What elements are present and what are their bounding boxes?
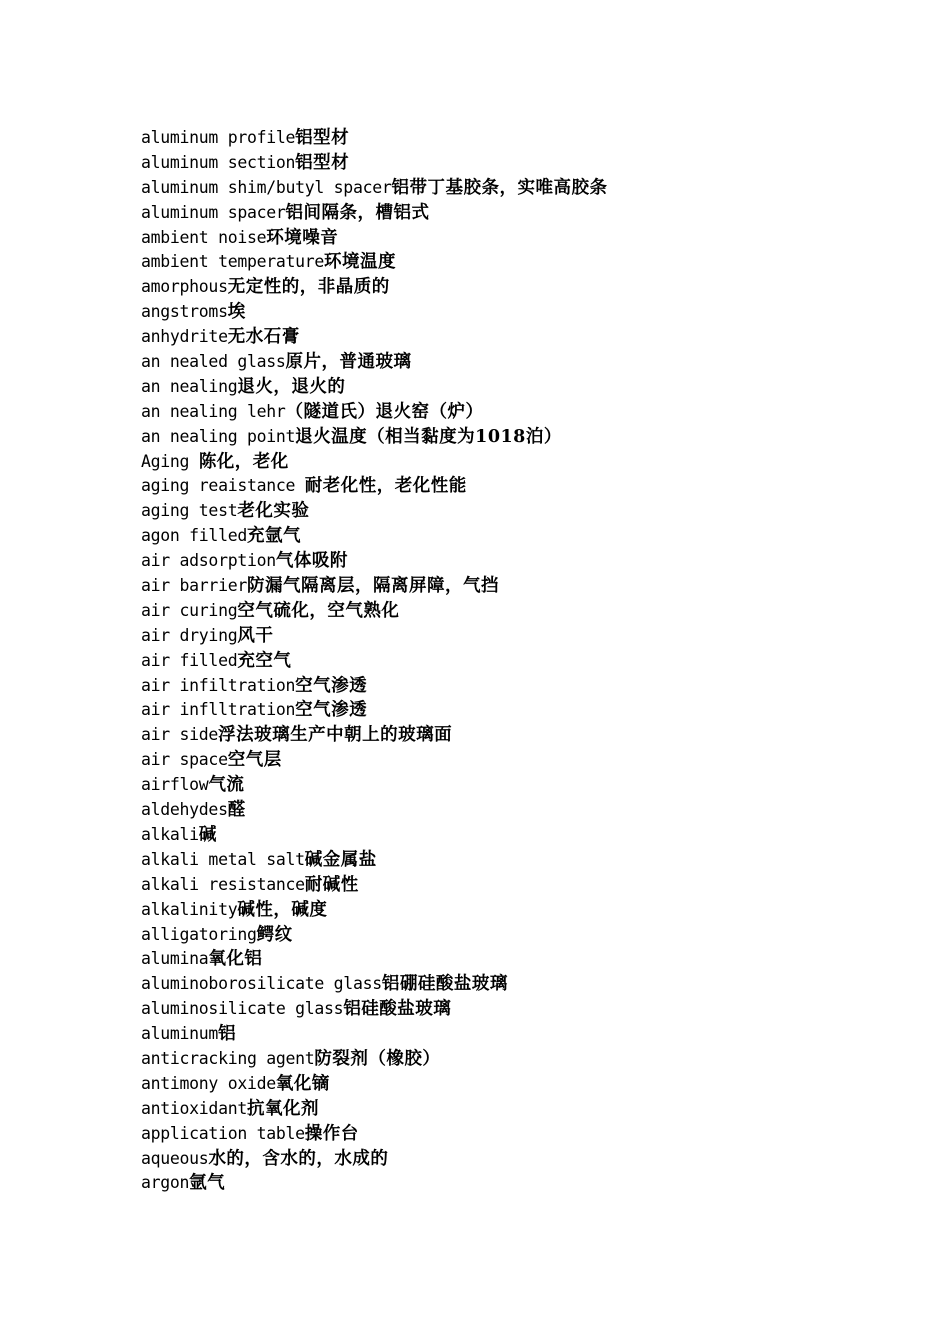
entry-term: aluminum shim/butyl spacer xyxy=(141,177,392,197)
entry-translation: 防漏气隔离层，隔离屏障，气挡 xyxy=(246,576,499,597)
glossary-entry xyxy=(141,1022,607,1047)
entry-term: alkali xyxy=(141,824,199,844)
entry-translation: 老化实验 xyxy=(237,501,310,522)
glossary-entry xyxy=(141,723,607,748)
glossary-entry xyxy=(141,1047,607,1072)
entry-translation: 原片，普通玻璃 xyxy=(285,352,412,373)
glossary-entry xyxy=(141,425,607,450)
entry-term: aluminum xyxy=(141,1024,219,1044)
glossary-entry xyxy=(141,748,607,773)
glossary-entry xyxy=(141,549,607,574)
entry-term: aluminum section xyxy=(141,152,296,172)
entry-translation: 风干 xyxy=(237,625,274,646)
entry-term: an nealing lehr xyxy=(141,401,286,421)
entry-term: air infiltration xyxy=(141,675,296,695)
entry-term: air filled xyxy=(141,650,238,670)
entry-term: an nealing xyxy=(141,376,238,396)
glossary-entry xyxy=(141,250,607,275)
entry-translation: 防裂剂（橡胶） xyxy=(314,1048,441,1069)
entry-term: aldehydes xyxy=(141,800,228,820)
glossary-entry xyxy=(141,499,607,524)
glossary-entry xyxy=(141,176,607,201)
entry-term: air side xyxy=(141,725,219,745)
glossary-entry xyxy=(141,649,607,674)
entry-term: aging test xyxy=(141,501,238,521)
entry-translation: 空气渗透 xyxy=(295,700,368,721)
entry-translation: 氩气 xyxy=(189,1173,226,1194)
entry-translation: 抗氧化剂 xyxy=(246,1098,319,1119)
glossary-entry xyxy=(141,997,607,1022)
glossary-entry xyxy=(141,947,607,972)
entry-translation: 气体吸附 xyxy=(275,551,348,572)
glossary-entry xyxy=(141,151,607,176)
glossary-entry xyxy=(141,798,607,823)
entry-translation: 空气层 xyxy=(227,750,282,771)
entry-translation: 碱 xyxy=(198,824,217,845)
entry-term: aging reaistance xyxy=(141,476,305,496)
glossary-entry xyxy=(141,674,607,699)
entry-term: antimony oxide xyxy=(141,1073,276,1093)
entry-term: Aging xyxy=(141,451,199,471)
glossary-entry xyxy=(141,1122,607,1147)
glossary-list xyxy=(141,126,607,1196)
entry-translation: 空气渗透 xyxy=(295,675,368,696)
entry-term: aluminum spacer xyxy=(141,202,286,222)
glossary-entry xyxy=(141,400,607,425)
entry-term: application table xyxy=(141,1123,305,1143)
entry-term: aluminum profile xyxy=(141,128,296,147)
entry-term: aluminosilicate glass xyxy=(141,999,344,1019)
entry-translation: 耐老化性，老化性能 xyxy=(304,476,467,497)
entry-term: air adsorption xyxy=(141,551,276,571)
entry-term: amorphous xyxy=(141,277,228,297)
entry-term: air inflltration xyxy=(141,700,296,720)
glossary-entry xyxy=(141,474,607,499)
entry-term: alumina xyxy=(141,949,209,969)
glossary-entry xyxy=(141,848,607,873)
glossary-entry xyxy=(141,624,607,649)
entry-term: alligatoring xyxy=(141,924,257,944)
entry-translation: 环境温度 xyxy=(324,252,397,273)
entry-translation: 陈化，老化 xyxy=(198,451,289,472)
entry-term: an nealing point xyxy=(141,426,296,446)
entry-term: argon xyxy=(141,1173,190,1193)
entry-term: airflow xyxy=(141,775,209,795)
entry-translation: 铝型材 xyxy=(295,152,350,173)
glossary-entry xyxy=(141,201,607,226)
entry-translation: 耐碱性 xyxy=(304,874,359,895)
glossary-entry xyxy=(141,923,607,948)
glossary-entry xyxy=(141,773,607,798)
glossary-entry xyxy=(141,972,607,997)
glossary-entry xyxy=(141,524,607,549)
entry-term: angstroms xyxy=(141,302,228,322)
entry-translation: 退火，退火的 xyxy=(237,376,346,397)
entry-term: anticracking agent xyxy=(141,1048,315,1068)
entry-translation: 铝型材 xyxy=(295,128,350,148)
glossary-entry xyxy=(141,1097,607,1122)
glossary-entry xyxy=(141,275,607,300)
entry-translation: 醛 xyxy=(227,800,246,821)
entry-translation: 气流 xyxy=(208,775,245,796)
entry-translation: 环境噪音 xyxy=(266,227,339,248)
entry-translation: 充空气 xyxy=(237,650,292,671)
entry-term: air barrier xyxy=(141,576,247,596)
entry-translation: 浮法玻璃生产中朝上的玻璃面 xyxy=(218,725,453,746)
entry-translation: 无水石膏 xyxy=(227,327,300,348)
entry-translation: 鳄纹 xyxy=(256,924,293,945)
entry-translation: 空气硫化，空气熟化 xyxy=(237,600,400,621)
entry-translation: 无定性的，非晶质的 xyxy=(227,277,390,298)
glossary-entry xyxy=(141,599,607,624)
glossary-entry xyxy=(141,375,607,400)
entry-translation: 碱金属盐 xyxy=(304,849,377,870)
entry-translation: 充氩气 xyxy=(246,526,301,547)
glossary-entry xyxy=(141,325,607,350)
entry-translation: 铝硼硅酸盐玻璃 xyxy=(381,974,508,995)
entry-term: aqueous xyxy=(141,1148,209,1168)
entry-term: air space xyxy=(141,750,228,770)
entry-translation: 埃 xyxy=(227,302,246,323)
glossary-entry xyxy=(141,300,607,325)
entry-translation: 操作台 xyxy=(304,1123,359,1144)
glossary-entry xyxy=(141,823,607,848)
entry-term: ambient noise xyxy=(141,227,267,247)
entry-term: an nealed glass xyxy=(141,352,286,372)
glossary-entry xyxy=(141,873,607,898)
glossary-entry xyxy=(141,1072,607,1097)
entry-translation: 铝硅酸盐玻璃 xyxy=(343,999,452,1020)
entry-term: antioxidant xyxy=(141,1098,247,1118)
entry-term: air curing xyxy=(141,600,238,620)
entry-translation: 氧化镝 xyxy=(275,1073,330,1094)
glossary-entry xyxy=(141,226,607,251)
entry-translation: 铝间隔条，槽铝式 xyxy=(285,202,430,223)
entry-translation: （隧道氏）退火窑（炉） xyxy=(285,401,484,422)
entry-translation: 氧化铝 xyxy=(208,949,263,970)
entry-translation: 铝 xyxy=(218,1024,237,1045)
glossary-entry xyxy=(141,450,607,475)
glossary-entry xyxy=(141,126,607,151)
entry-translation: 水的，含水的，水成的 xyxy=(208,1148,389,1169)
glossary-entry xyxy=(141,698,607,723)
entry-term: aluminoborosilicate glass xyxy=(141,974,382,994)
entry-translation: 铝带丁基胶条，实唯高胶条 xyxy=(391,177,608,198)
entry-term: air drying xyxy=(141,625,238,645)
entry-translation: 退火温度（相当黏度为1018泊） xyxy=(295,426,562,447)
glossary-entry xyxy=(141,898,607,923)
glossary-entry xyxy=(141,1147,607,1172)
entry-term: alkali resistance xyxy=(141,874,305,894)
entry-translation: 碱性，碱度 xyxy=(237,899,328,920)
entry-term: alkalinity xyxy=(141,899,238,919)
entry-term: agon filled xyxy=(141,526,247,546)
entry-term: anhydrite xyxy=(141,327,228,347)
glossary-entry xyxy=(141,350,607,375)
glossary-entry xyxy=(141,1171,607,1196)
entry-term: alkali metal salt xyxy=(141,849,305,869)
entry-term: ambient temperature xyxy=(141,252,325,272)
glossary-entry xyxy=(141,574,607,599)
